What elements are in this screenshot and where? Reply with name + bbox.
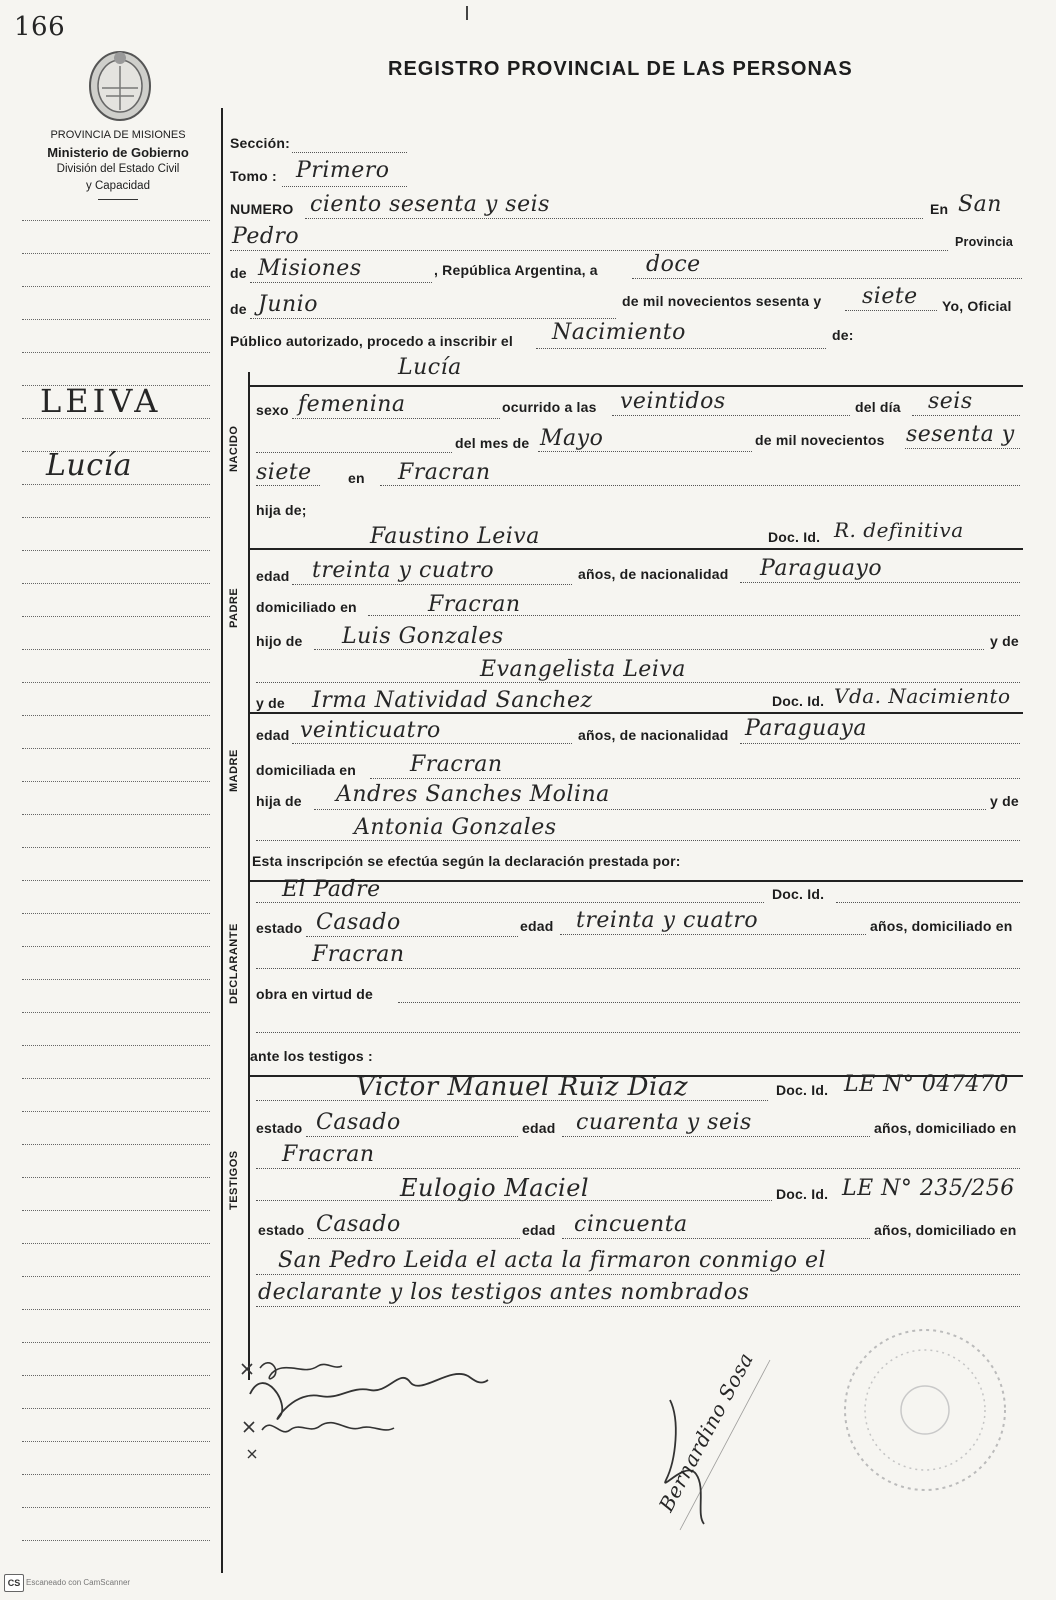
office-province: PROVINCIA DE MISIONES xyxy=(50,129,186,141)
value-anio-nac: sesenta y xyxy=(906,422,1015,447)
label-ante-testigos: ante los testigos : xyxy=(250,1048,373,1064)
margin-ruling-line xyxy=(22,1078,210,1079)
label-padre-edad: edad xyxy=(256,568,290,584)
value-padre-y-de: Evangelista Leiva xyxy=(480,657,686,682)
margin-ruling-line xyxy=(22,484,210,485)
line-inscribe xyxy=(536,348,826,349)
line-padre-hijo-de xyxy=(314,649,984,650)
margin-name: Lucía xyxy=(46,448,133,483)
label-madre-dom: domiciliada en xyxy=(256,762,357,778)
label-t1-doc: Doc. Id. xyxy=(776,1082,829,1098)
label-t1-edad: edad xyxy=(522,1120,556,1136)
section-vertical-rule xyxy=(248,372,250,1380)
line-hora xyxy=(612,415,850,416)
line-padre-edad xyxy=(292,584,572,585)
line-madre-hija-de xyxy=(314,809,986,810)
official-name: Bernardino Sosa xyxy=(654,1348,758,1516)
label-obra-virtud: obra en virtud de xyxy=(256,986,373,1002)
label-decl-edad: edad xyxy=(520,918,554,934)
line-t1-dom xyxy=(256,1168,1020,1169)
margin-ruling-line xyxy=(22,682,210,683)
margin-ruling-line xyxy=(22,913,210,914)
rule-nacido-top xyxy=(248,385,1023,387)
line-declarante xyxy=(256,902,764,903)
margin-ruling-line xyxy=(22,616,210,617)
margin-ruling-line xyxy=(22,880,210,881)
line-sexo xyxy=(292,418,500,419)
margin-ruling-line xyxy=(22,1540,210,1541)
value-padre-doc: R. definitiva xyxy=(834,518,964,542)
value-t1-estado: Casado xyxy=(316,1110,401,1135)
label-madre-y-de: y de xyxy=(256,695,285,711)
label-t2-doc: Doc. Id. xyxy=(776,1186,829,1202)
line-t1-estado xyxy=(306,1136,518,1137)
margin-ruling-line xyxy=(22,1012,210,1013)
line-pre-mes xyxy=(256,452,452,453)
margin-ruling-line xyxy=(22,1441,210,1442)
label-decl-doc: Doc. Id. xyxy=(772,886,825,902)
value-hora: veintidos xyxy=(620,389,726,414)
value-provincia: Misiones xyxy=(258,256,362,281)
value-decl-edad: treinta y cuatro xyxy=(576,908,759,933)
value-t2-dom1: San Pedro Leida el acta la firmaron conmigo el xyxy=(278,1248,827,1273)
margin-ruling-line xyxy=(22,220,210,221)
value-mes: Junio xyxy=(258,292,318,317)
margin-ruling-line xyxy=(22,1144,210,1145)
margin-ruling-line xyxy=(22,715,210,716)
label-madre-y-de: y de xyxy=(990,793,1019,809)
line-madre-dom xyxy=(370,778,1020,779)
margin-ruling-line xyxy=(22,583,210,584)
label-del-mes: del mes de xyxy=(455,435,530,451)
line-mes-nac xyxy=(538,451,752,452)
line-anio xyxy=(845,310,937,311)
line-dia-nac xyxy=(912,415,1020,416)
value-testigo1: Victor Manuel Ruiz Diaz xyxy=(356,1072,689,1102)
scanner-logo: CS xyxy=(4,1574,24,1592)
value-dia: doce xyxy=(646,252,701,277)
line-provincia xyxy=(250,282,432,283)
value-en: San xyxy=(958,192,1002,217)
tick-mark xyxy=(466,6,468,20)
label-t2-estado: estado xyxy=(258,1222,305,1238)
value-sexo: femenina xyxy=(298,392,406,417)
value-madre-nac: Paraguaya xyxy=(745,716,867,741)
margin-ruling-line xyxy=(22,781,210,782)
page-title: REGISTRO PROVINCIAL DE LAS PERSONAS xyxy=(388,58,853,80)
value-padre-nac: Paraguayo xyxy=(760,556,883,581)
office-capacity: y Capacidad xyxy=(86,180,150,192)
label-padre-dom: domiciliado en xyxy=(256,599,357,615)
label-t1-dom: años, domiciliado en xyxy=(874,1120,1017,1136)
margin-ruling-line xyxy=(22,253,210,254)
margin-ruling-line xyxy=(22,649,210,650)
value-inscribe: Nacimiento xyxy=(552,320,686,345)
line-t2-dom1 xyxy=(256,1274,1020,1275)
margin-ruling-line xyxy=(22,352,210,353)
margin-ruling-line xyxy=(22,1177,210,1178)
line-padre-nac xyxy=(740,582,1020,583)
side-label-declarante: DECLARANTE xyxy=(228,923,240,1004)
value-madre-hija-de: Andres Sanches Molina xyxy=(336,782,610,807)
label-provincia: Provincia xyxy=(955,235,1014,249)
line-testigo1 xyxy=(256,1100,768,1101)
label-en-nac: en xyxy=(348,470,365,486)
line-padre-y-de xyxy=(256,682,1020,683)
official-stamp xyxy=(825,1310,1025,1510)
margin-ruling-line xyxy=(22,979,210,980)
margin-ruling-line xyxy=(22,1342,210,1343)
value-t1-dom: Fracran xyxy=(282,1142,375,1167)
margin-ruling-line xyxy=(22,1045,210,1046)
value-mes-nac: Mayo xyxy=(540,426,604,451)
label-madre-doc: Doc. Id. xyxy=(772,693,825,709)
office-divider xyxy=(98,199,138,200)
side-label-testigos: TESTIGOS xyxy=(228,1150,240,1210)
line-lugar-nac xyxy=(380,485,1020,486)
label-hija-de: hija de; xyxy=(256,502,307,518)
coat-of-arms-seal xyxy=(80,44,160,124)
label-de-colon: de: xyxy=(832,327,854,343)
value-madre-y-de: Antonia Gonzales xyxy=(354,815,557,840)
line-madre-nac xyxy=(740,743,1020,744)
label-de-mes: de xyxy=(230,301,247,317)
margin-ruling-line xyxy=(22,1210,210,1211)
line-numero xyxy=(305,218,923,219)
value-anio-nac2: siete xyxy=(256,460,312,485)
label-decl-dom: años, domiciliado en xyxy=(870,918,1013,934)
label-t2-dom: años, domiciliado en xyxy=(874,1222,1017,1238)
label-ocurrido: ocurrido a las xyxy=(502,399,597,415)
office-block xyxy=(18,127,218,200)
label-del-dia: del día xyxy=(855,399,901,415)
margin-ruling-line xyxy=(22,1507,210,1508)
value-padre-hijo-de: Luis Gonzales xyxy=(342,624,504,649)
office-ministry: Ministerio de Gobierno xyxy=(47,145,189,160)
rule-padre-top xyxy=(248,548,1023,550)
value-t2-estado: Casado xyxy=(316,1212,401,1237)
value-madre-doc: Vda. Nacimiento xyxy=(834,684,1011,708)
value-lugar: Pedro xyxy=(232,224,300,249)
label-t2-edad: edad xyxy=(522,1222,556,1238)
line-obra-virtud xyxy=(398,1002,1020,1003)
value-anio: siete xyxy=(862,284,918,309)
margin-ruling-line xyxy=(22,1243,210,1244)
value-padre: Faustino Leiva xyxy=(370,524,540,549)
value-tomo: Primero xyxy=(296,158,390,183)
margin-ruling-line xyxy=(22,1111,210,1112)
label-mil-novecientos: de mil novecientos xyxy=(755,432,885,448)
side-label-nacido: NACIDO xyxy=(228,425,240,472)
page-number: 166 xyxy=(14,12,66,42)
value-t2-edad: cincuenta xyxy=(574,1212,688,1237)
line-decl-estado xyxy=(306,936,518,937)
line-decl-dom xyxy=(256,968,1020,969)
value-decl-estado: Casado xyxy=(316,910,401,935)
label-republica: , República Argentina, a xyxy=(434,262,598,278)
line-anio-nac2 xyxy=(256,485,320,486)
label-padre-doc: Doc. Id. xyxy=(768,529,821,545)
margin-ruling-line xyxy=(22,847,210,848)
value-t1-edad: cuarenta y seis xyxy=(576,1110,752,1135)
line-t2-dom2 xyxy=(256,1306,1020,1307)
value-decl-dom: Fracran xyxy=(312,942,405,967)
line-tomo xyxy=(282,186,407,187)
margin-ruling-line xyxy=(22,286,210,287)
margin-ruling-line xyxy=(22,814,210,815)
label-yo-oficial: Yo, Oficial xyxy=(942,298,1012,314)
value-madre: Irma Natividad Sanchez xyxy=(312,688,593,713)
side-label-madre: MADRE xyxy=(228,749,240,792)
label-numero: NUMERO xyxy=(230,201,294,217)
left-vertical-rule xyxy=(221,108,223,1573)
line-anio-nac xyxy=(905,448,1020,449)
margin-ruling-line xyxy=(22,946,210,947)
side-label-padre: PADRE xyxy=(228,587,240,628)
value-padre-dom: Fracran xyxy=(428,592,521,617)
label-madre-edad: edad xyxy=(256,727,290,743)
label-tomo: Tomo : xyxy=(230,168,277,184)
label-en: En xyxy=(930,201,949,217)
value-t2-dom2: declarante y los testigos antes nombrados xyxy=(258,1280,750,1305)
label-sexo: sexo xyxy=(256,402,289,418)
value-numero: ciento sesenta y seis xyxy=(310,192,550,217)
line-t2-estado xyxy=(308,1238,520,1239)
label-t1-estado: estado xyxy=(256,1120,303,1136)
line-madre-y-de xyxy=(256,840,1020,841)
label-decl-estado: estado xyxy=(256,920,303,936)
label-padre-hijo-de: hijo de xyxy=(256,633,303,649)
value-madre-dom: Fracran xyxy=(410,752,503,777)
line-testigo2 xyxy=(256,1200,772,1201)
value-padre-edad: treinta y cuatro xyxy=(312,558,495,583)
value-testigo2: Eulogio Maciel xyxy=(400,1174,590,1202)
margin-ruling-line xyxy=(22,748,210,749)
line-t1-edad xyxy=(562,1136,870,1137)
line-seccion xyxy=(292,152,407,153)
office-division: División del Estado Civil xyxy=(56,163,180,175)
label-de-prov: de xyxy=(230,265,247,281)
margin-ruling-line xyxy=(22,1309,210,1310)
signatures-left xyxy=(232,1350,522,1460)
line-decl-edad xyxy=(560,934,866,935)
line-mes xyxy=(250,318,616,319)
label-padre-y-de: y de xyxy=(990,633,1019,649)
label-madre-nac: años, de nacionalidad xyxy=(578,727,729,743)
label-seccion: Sección: xyxy=(230,135,290,151)
scanner-text: Escaneado con CamScanner xyxy=(26,1578,131,1587)
label-padre-nac: años, de nacionalidad xyxy=(578,566,729,582)
label-madre-hija-de: hija de xyxy=(256,793,302,809)
line-lugar xyxy=(230,250,948,251)
line-dia xyxy=(632,278,1022,279)
line-obra-virtud-2 xyxy=(256,1032,1020,1033)
value-dia-nac: seis xyxy=(928,389,973,414)
value-lugar-nac: Fracran xyxy=(398,460,491,485)
label-publico: Público autorizado, procedo a inscribir el xyxy=(230,333,514,349)
value-testigo2-doc: LE N° 235/256 xyxy=(842,1176,1015,1201)
value-madre-edad: veinticuatro xyxy=(300,718,441,743)
value-declarante: El Padre xyxy=(282,877,381,902)
margin-ruling-line xyxy=(22,1474,210,1475)
label-inscripcion: Esta inscripción se efectúa según la declaración prestada por: xyxy=(252,853,681,869)
margin-ruling-line xyxy=(22,319,210,320)
margin-surname: LEIVA xyxy=(40,382,162,420)
value-nombre: Lucía xyxy=(398,355,462,380)
line-madre-edad xyxy=(292,743,572,744)
margin-ruling-line xyxy=(22,517,210,518)
line-decl-doc xyxy=(836,902,1020,903)
margin-ruling-line xyxy=(22,550,210,551)
margin-ruling-line xyxy=(22,1408,210,1409)
value-testigo1-doc: LE N° 047470 xyxy=(844,1072,1009,1097)
margin-ruling-line xyxy=(22,1375,210,1376)
line-t2-edad xyxy=(562,1238,870,1239)
margin-ruling-line xyxy=(22,1276,210,1277)
label-mil-sesenta: de mil novecientos sesenta y xyxy=(622,293,822,309)
